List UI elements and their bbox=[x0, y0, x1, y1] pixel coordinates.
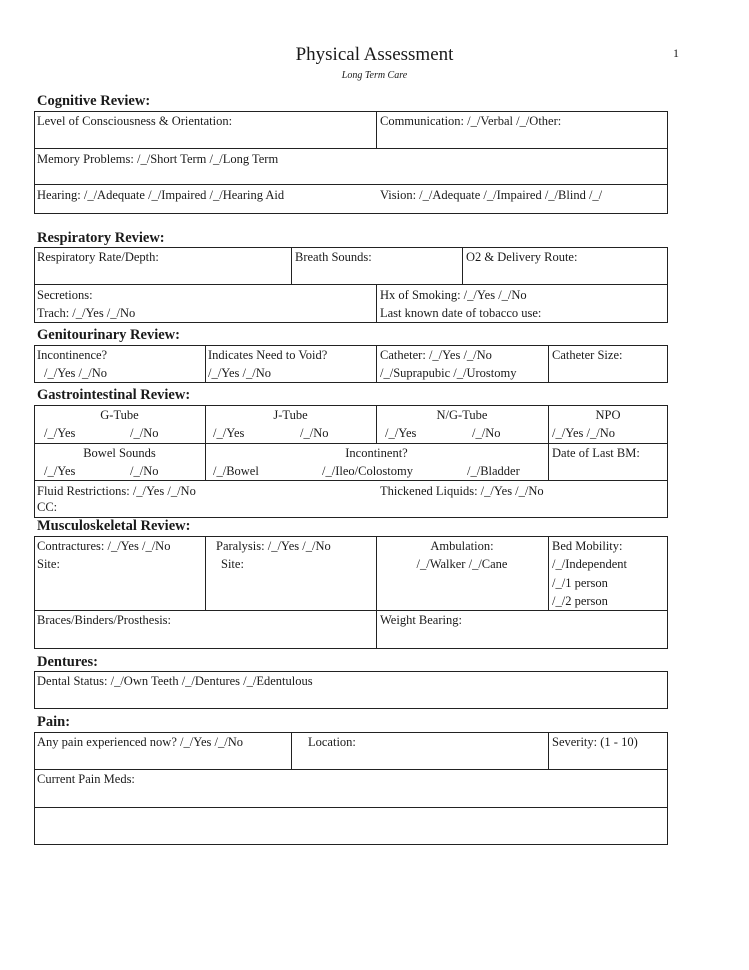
need-to-void-field[interactable]: Indicates Need to Void? bbox=[208, 348, 328, 362]
ngtube-no[interactable]: /_/No bbox=[472, 426, 501, 440]
paralysis-site-field[interactable]: Site: bbox=[221, 557, 244, 571]
last-bm-field[interactable]: Date of Last BM: bbox=[552, 446, 640, 460]
last-tobacco-field[interactable]: Last known date of tobacco use: bbox=[380, 306, 542, 320]
paralysis-field[interactable]: Paralysis: /_/Yes /_/No bbox=[216, 539, 331, 553]
ngtube-label: N/G-Tube bbox=[436, 408, 488, 422]
catheter-size-field[interactable]: Catheter Size: bbox=[552, 348, 623, 362]
jtube-yes[interactable]: /_/Yes bbox=[213, 426, 245, 440]
weight-bearing-field[interactable]: Weight Bearing: bbox=[380, 613, 462, 627]
bowel-sounds-no[interactable]: /_/No bbox=[130, 464, 159, 478]
respiratory-rate-field[interactable]: Respiratory Rate/Depth: bbox=[37, 250, 159, 264]
ambulation-options[interactable]: /_/Walker /_/Cane bbox=[416, 557, 508, 571]
hx-smoking-field[interactable]: Hx of Smoking: /_/Yes /_/No bbox=[380, 288, 527, 302]
need-to-void-options[interactable]: /_/Yes /_/No bbox=[208, 366, 271, 380]
respiratory-heading: Respiratory Review: bbox=[37, 230, 165, 246]
cc-field[interactable]: CC: bbox=[37, 500, 58, 514]
musculoskeletal-heading: Musculoskeletal Review: bbox=[37, 518, 191, 534]
incontinent-bowel[interactable]: /_/Bowel bbox=[213, 464, 259, 478]
jtube-no[interactable]: /_/No bbox=[300, 426, 329, 440]
any-pain-field[interactable]: Any pain experienced now? /_/Yes /_/No bbox=[37, 735, 243, 749]
communication-field[interactable]: Communication: /_/Verbal /_/Other: bbox=[380, 114, 562, 128]
dental-status-field[interactable]: Dental Status: /_/Own Teeth /_/Dentures /_/Edentulous bbox=[37, 674, 313, 688]
gtube-yes[interactable]: /_/Yes bbox=[44, 426, 76, 440]
npo-label: NPO bbox=[595, 408, 621, 422]
ambulation-label: Ambulation: bbox=[430, 539, 494, 553]
bed-mobility-2-person[interactable]: /_/2 person bbox=[552, 594, 608, 608]
fluid-restrictions-field[interactable]: Fluid Restrictions: /_/Yes /_/No bbox=[37, 484, 196, 498]
hearing-field[interactable]: Hearing: /_/Adequate /_/Impaired /_/Hearing Aid bbox=[37, 188, 285, 202]
thickened-liquids-field[interactable]: Thickened Liquids: /_/Yes /_/No bbox=[380, 484, 544, 498]
gtube-label: G-Tube bbox=[100, 408, 139, 422]
catheter-field[interactable]: Catheter: /_/Yes /_/No bbox=[380, 348, 492, 362]
gtube-no[interactable]: /_/No bbox=[130, 426, 159, 440]
bed-mobility-label: Bed Mobility: bbox=[552, 539, 623, 553]
incontinent-label: Incontinent? bbox=[345, 446, 408, 460]
dentures-heading: Dentures: bbox=[37, 654, 98, 670]
memory-problems-field[interactable]: Memory Problems: /_/Short Term /_/Long Term bbox=[37, 152, 279, 166]
pain-location-field[interactable]: Location: bbox=[308, 735, 356, 749]
genitourinary-heading: Genitourinary Review: bbox=[37, 327, 180, 343]
incontinence-options[interactable]: /_/Yes /_/No bbox=[44, 366, 107, 380]
vision-field[interactable]: Vision: /_/Adequate /_/Impaired /_/Blind /_/ bbox=[380, 188, 603, 202]
cognitive-heading: Cognitive Review: bbox=[37, 93, 151, 109]
bowel-sounds-yes[interactable]: /_/Yes bbox=[44, 464, 76, 478]
page-title: Physical Assessment bbox=[295, 44, 454, 65]
pain-heading: Pain: bbox=[37, 714, 71, 730]
pain-severity-field[interactable]: Severity: (1 - 10) bbox=[552, 735, 638, 749]
breath-sounds-field[interactable]: Breath Sounds: bbox=[295, 250, 372, 264]
secretions-field[interactable]: Secretions: bbox=[37, 288, 93, 302]
current-pain-meds-field[interactable]: Current Pain Meds: bbox=[37, 772, 135, 786]
page-subtitle: Long Term Care bbox=[341, 70, 408, 81]
bed-mobility-independent[interactable]: /_/Independent bbox=[552, 557, 627, 571]
ngtube-yes[interactable]: /_/Yes bbox=[385, 426, 417, 440]
o2-delivery-field[interactable]: O2 & Delivery Route: bbox=[466, 250, 578, 264]
bed-mobility-1-person[interactable]: /_/1 person bbox=[552, 576, 608, 590]
page-number: 1 bbox=[673, 46, 679, 60]
contractures-site-field[interactable]: Site: bbox=[37, 557, 60, 571]
incontinent-bladder[interactable]: /_/Bladder bbox=[467, 464, 520, 478]
jtube-label: J-Tube bbox=[273, 408, 308, 422]
braces-field[interactable]: Braces/Binders/Prosthesis: bbox=[37, 613, 172, 627]
level-of-consciousness-field[interactable]: Level of Consciousness & Orientation: bbox=[37, 114, 233, 128]
incontinence-field[interactable]: Incontinence? bbox=[37, 348, 108, 362]
catheter-options[interactable]: /_/Suprapubic /_/Urostomy bbox=[380, 366, 517, 380]
incontinent-ileo[interactable]: /_/Ileo/Colostomy bbox=[322, 464, 413, 478]
bowel-sounds-label: Bowel Sounds bbox=[83, 446, 156, 460]
npo-options[interactable]: /_/Yes /_/No bbox=[552, 426, 615, 440]
trach-field[interactable]: Trach: /_/Yes /_/No bbox=[37, 306, 136, 320]
contractures-field[interactable]: Contractures: /_/Yes /_/No bbox=[37, 539, 171, 553]
gastrointestinal-heading: Gastrointestinal Review: bbox=[37, 387, 191, 403]
